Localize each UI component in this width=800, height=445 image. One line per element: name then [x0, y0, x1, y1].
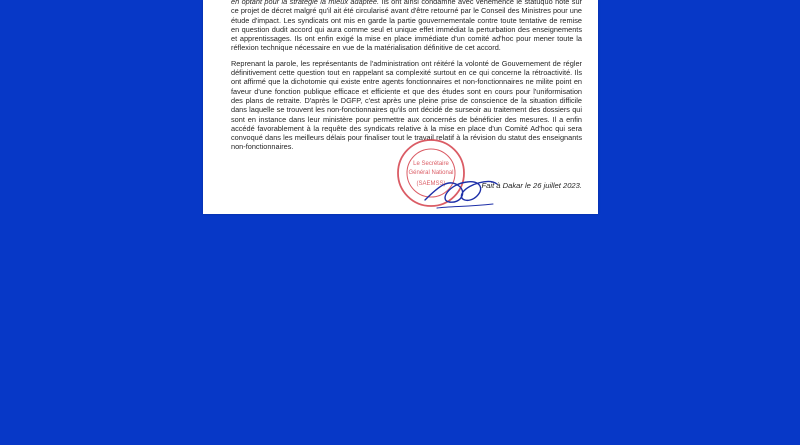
- document-body: [231, 0, 582, 158]
- paragraph-1-text: Ils ont ainsi condamné avec véhémence le statuquo noté sur ce projet de décret malgré qu'il ait été circularisé avant d'être retourné par le Conseil des Ministres pour une étude d'impact. Les syndicats ont mis en garde la partie gouvernementale contre toute tentative de remise en question dudit accord qui aura comme seul et unique effet immédiat la perturbation des enseignements et apprentissages. Ils ont enfin exigé la mise en place immédiate d'un comité ad'hoc pour mener toute la réflexion technique nécessaire en vue de la matérialisation définitive de cet accord.: [231, 0, 583, 53]
- stamp-line-2: Général National: [408, 170, 454, 176]
- paragraph-2: Reprenant la parole, les représentants de l'administration ont réitéré la volonté de Gouvernement de régler définitivement cette question tout en rappelant sa complexité surtout en ce qui concerne la rétroactivité. Ils ont affirmé que la dichotomie qui existe entre agents fonctionnaires et non-fonctionnaires ne milite point en faveur d'une fonction publique efficace et efficiente et que des études sont en cours pour l'uniformisation des plans de retraite. D'après le DGFP, c'est après une pleine prise de conscience de la situation difficile dans laquelle se trouvent les non-fonctionnaires qu'ils ont décidé de surseoir au traitement des dossiers qui sont en instance dans leur ministère pour permettre aux concernés de bénéficier des mesures. Il a enfin accédé favorablement à la requête des syndicats relative à la mise en place d'un Comité Ad'hoc qui sera convoqué dans les meilleurs délais pour finaliser tout le travail relatif à la révision du statut des enseignants non-fonctionnaires.: [231, 58, 582, 152]
- stamp-acronym: (SAEMSS): [416, 181, 446, 187]
- stamp-line-1: Le Secrétaire: [413, 161, 449, 167]
- paragraph-1: [231, 0, 582, 53]
- signature-date-line: Fait à Dakar le 26 juillet 2023.: [481, 181, 582, 190]
- paragraph-1-lead: en optant pour la stratégie la mieux adaptée.: [231, 0, 379, 6]
- document-page: [203, 0, 598, 214]
